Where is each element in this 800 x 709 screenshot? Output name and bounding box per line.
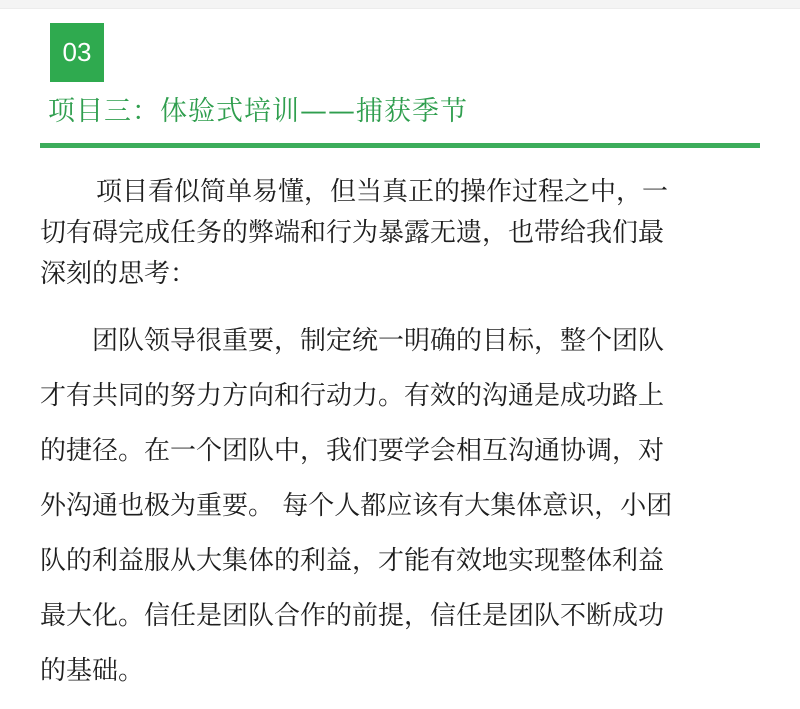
paragraph-line: 切有碍完成任务的弊端和行为暴露无遗，也带给我们最 (40, 218, 665, 248)
section-number-badge (50, 23, 104, 82)
section-number: 03 (62, 37, 92, 67)
top-edge-divider (0, 0, 800, 9)
paragraph-line: 的基础。 (40, 656, 145, 686)
paragraph-line: 队的利益服从大集体的利益，才能有效地实现整体利益 (40, 546, 665, 576)
section-title: 项目三：体验式培训——捕获季节 (48, 96, 468, 127)
paragraph-line: 才有共同的努力方向和行动力。有效的沟通是成功路上 (40, 381, 665, 411)
section-divider (40, 143, 760, 148)
paragraph-intro (40, 172, 770, 295)
paragraph-line: 的捷径。在一个团队中，我们要学会相互沟通协调，对 (40, 436, 665, 466)
paragraph-line: 团队领导很重要，制定统一明确的目标，整个团队 (92, 326, 665, 356)
paragraph-line: 最大化。信任是团队合作的前提，信任是团队不断成功 (40, 601, 665, 631)
paragraph-line: 深刻的思考： (40, 259, 197, 289)
paragraph-line: 项目看似简单易懂，但当真正的操作过程之中，一 (96, 177, 669, 207)
paragraph-teamwork (40, 314, 770, 699)
paragraph-line: 外沟通也极为重要。 每个人都应该有大集体意识，小团 (40, 491, 673, 521)
